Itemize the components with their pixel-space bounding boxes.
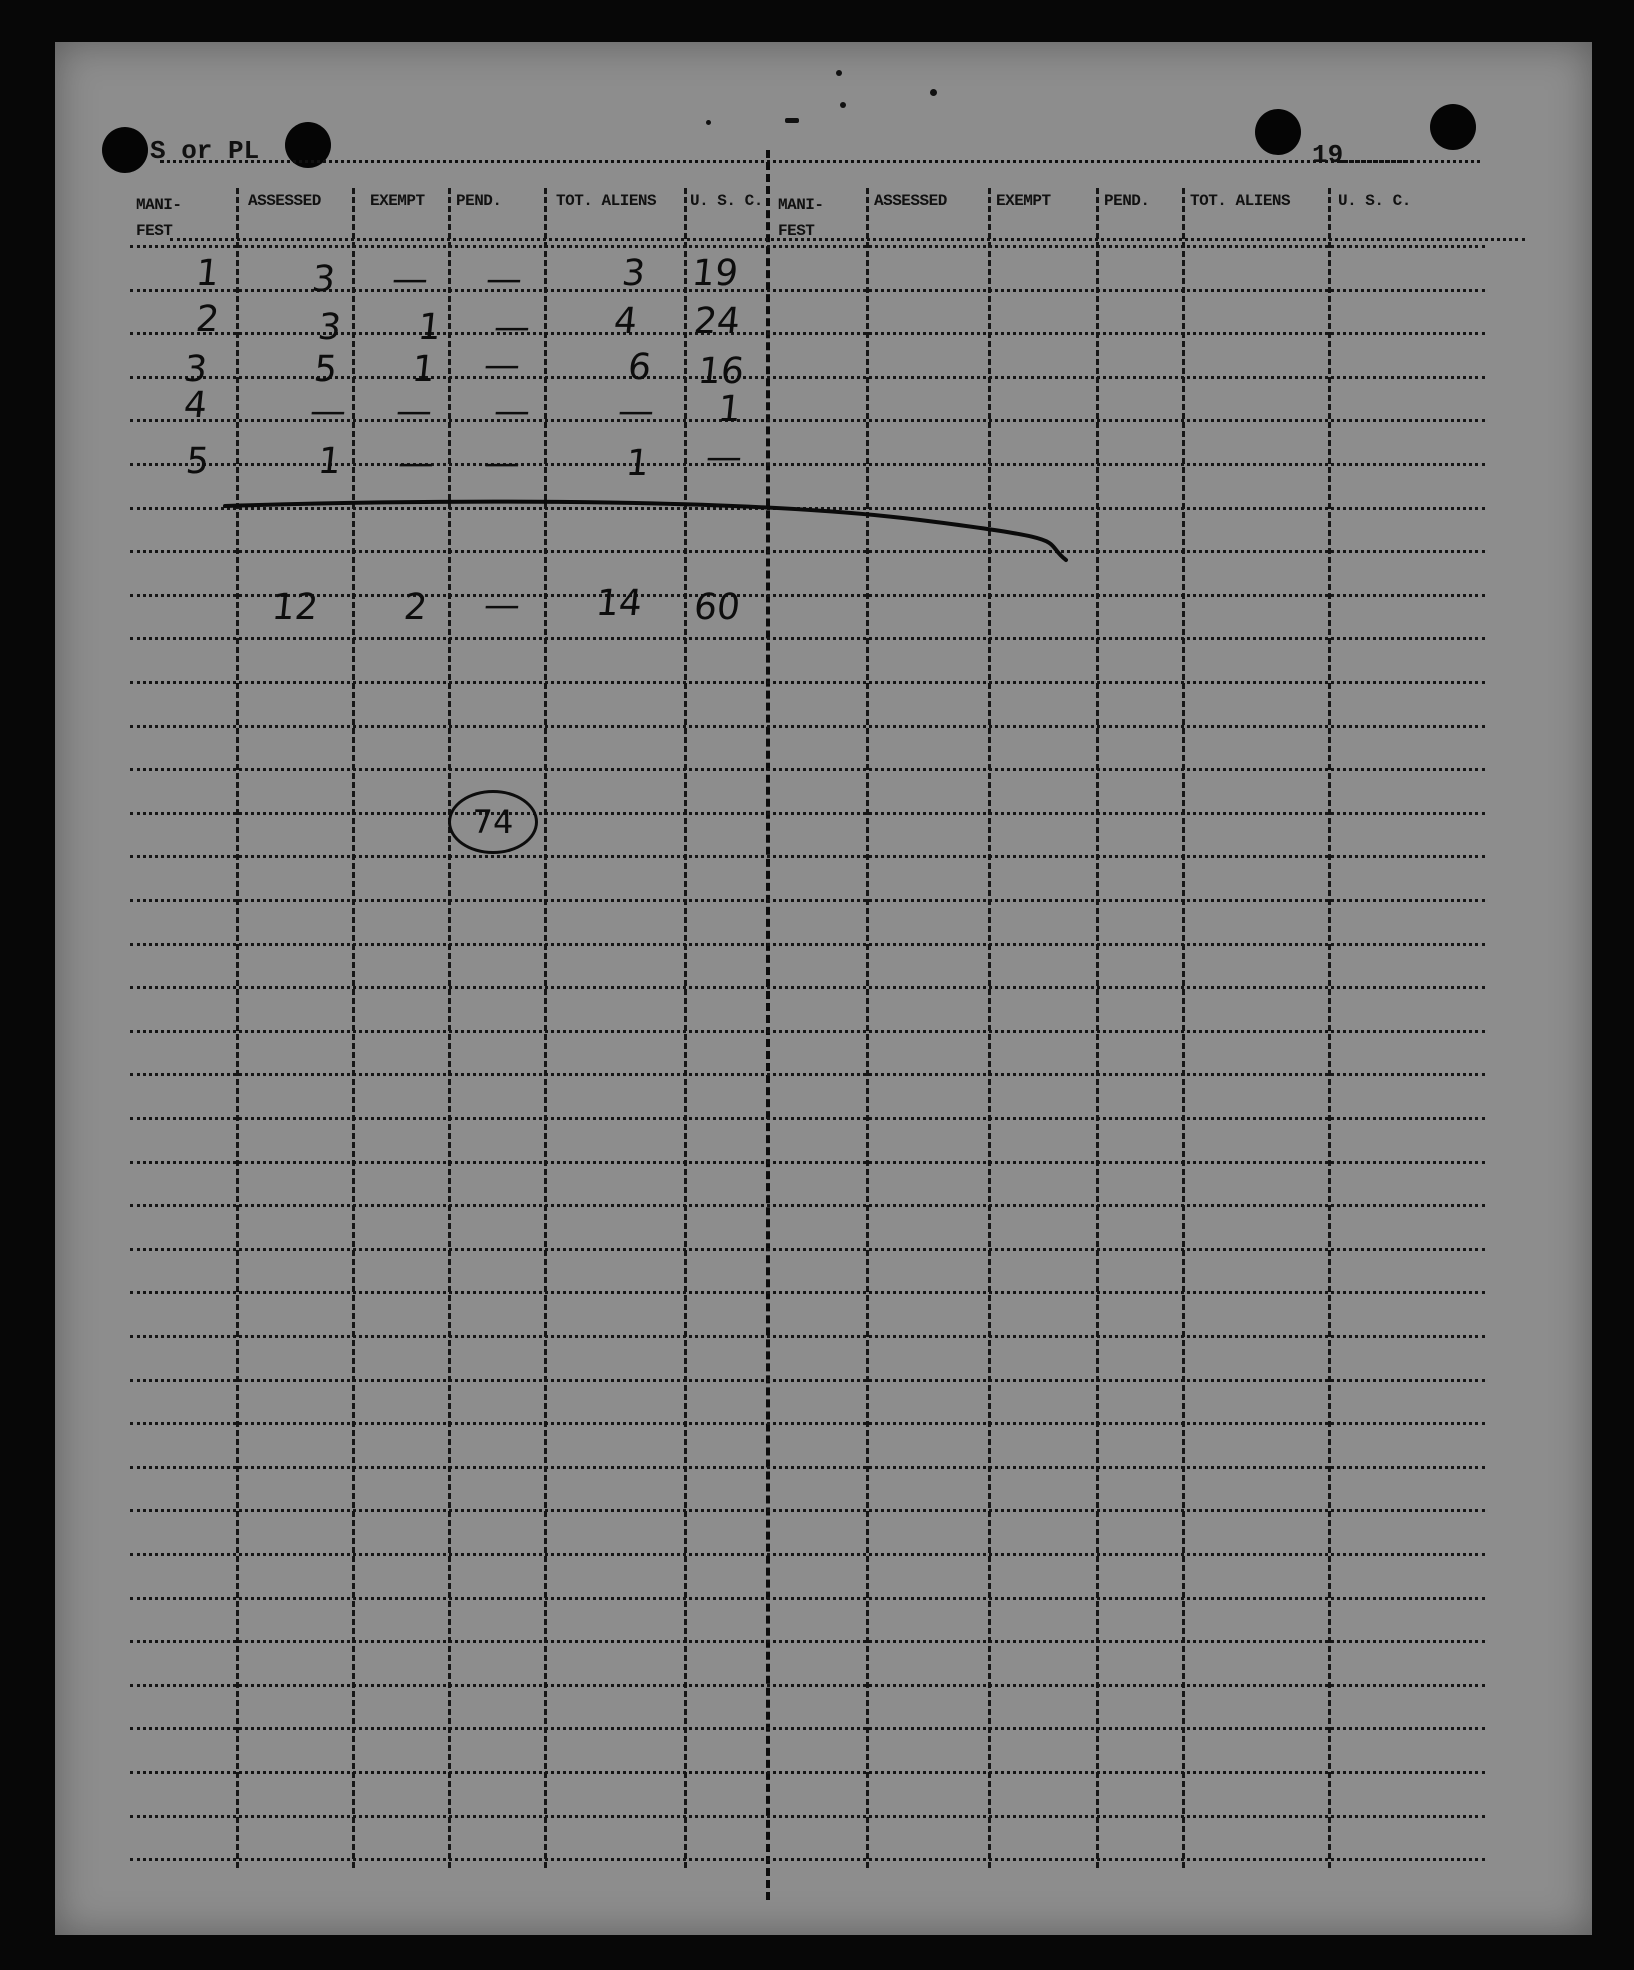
cell-exempt: — xyxy=(389,259,431,300)
cell-exempt: — xyxy=(395,443,437,484)
total-assessed: 12 xyxy=(269,587,321,628)
col-header-tot-aliens-2: TOT. ALIENS xyxy=(1190,192,1291,210)
cell-pend: — xyxy=(481,443,523,484)
circled-total-note xyxy=(448,790,538,854)
ship-label: S or PL xyxy=(150,136,260,166)
cell-manifest: 1 xyxy=(193,253,222,294)
cell-manifest: 5 xyxy=(183,441,212,482)
col-header-pend-2: PEND. xyxy=(1104,192,1150,210)
cell-tot-aliens: 4 xyxy=(611,301,640,342)
cell-usc: 19 xyxy=(689,253,741,294)
col-header-exempt-2: EXEMPT xyxy=(996,192,1051,210)
cell-manifest: 4 xyxy=(181,385,210,426)
date-year-label: 19 xyxy=(1312,140,1344,170)
total-tot-aliens: 14 xyxy=(593,583,645,624)
cell-pend: — xyxy=(483,259,525,300)
cell-pend: — xyxy=(491,307,533,348)
total-usc: 60 xyxy=(691,587,743,628)
cell-exempt: — xyxy=(393,391,435,432)
cell-assessed: — xyxy=(307,391,349,432)
total-exempt: 2 xyxy=(401,587,430,628)
col-header-assessed: ASSESSED xyxy=(248,192,321,210)
cell-tot-aliens: 1 xyxy=(623,443,652,484)
cell-assessed: 3 xyxy=(315,307,344,348)
cell-usc: — xyxy=(703,437,745,478)
cell-assessed: 1 xyxy=(315,441,344,482)
cell-assessed: 5 xyxy=(311,349,340,390)
cell-exempt: 1 xyxy=(415,307,444,348)
col-header-pend: PEND. xyxy=(456,192,502,210)
col-header-usc: U. S. C. xyxy=(690,192,763,210)
cell-tot-aliens: 3 xyxy=(619,253,648,294)
col-header-manifest-2: MANI- FEST xyxy=(778,196,824,240)
circled-total-value: 74 xyxy=(472,803,514,841)
cell-usc: 1 xyxy=(715,389,744,430)
cell-usc: 24 xyxy=(691,301,743,342)
col-header-tot-aliens: TOT. ALIENS xyxy=(556,192,657,210)
col-header-assessed-2: ASSESSED xyxy=(874,192,947,210)
cell-tot-aliens: — xyxy=(615,391,657,432)
col-header-manifest: MANI- FEST xyxy=(136,196,182,240)
cell-manifest: 2 xyxy=(193,299,222,340)
cell-tot-aliens: 6 xyxy=(625,347,654,388)
col-header-exempt: EXEMPT xyxy=(370,192,425,210)
cell-assessed: 3 xyxy=(309,259,338,300)
cell-usc: 16 xyxy=(695,351,747,392)
col-header-usc-2: U. S. C. xyxy=(1338,192,1411,210)
cell-pend: — xyxy=(491,391,533,432)
cell-manifest: 3 xyxy=(181,349,210,390)
cell-pend: — xyxy=(481,345,523,386)
total-pend: — xyxy=(481,585,523,626)
cell-exempt: 1 xyxy=(409,349,438,390)
